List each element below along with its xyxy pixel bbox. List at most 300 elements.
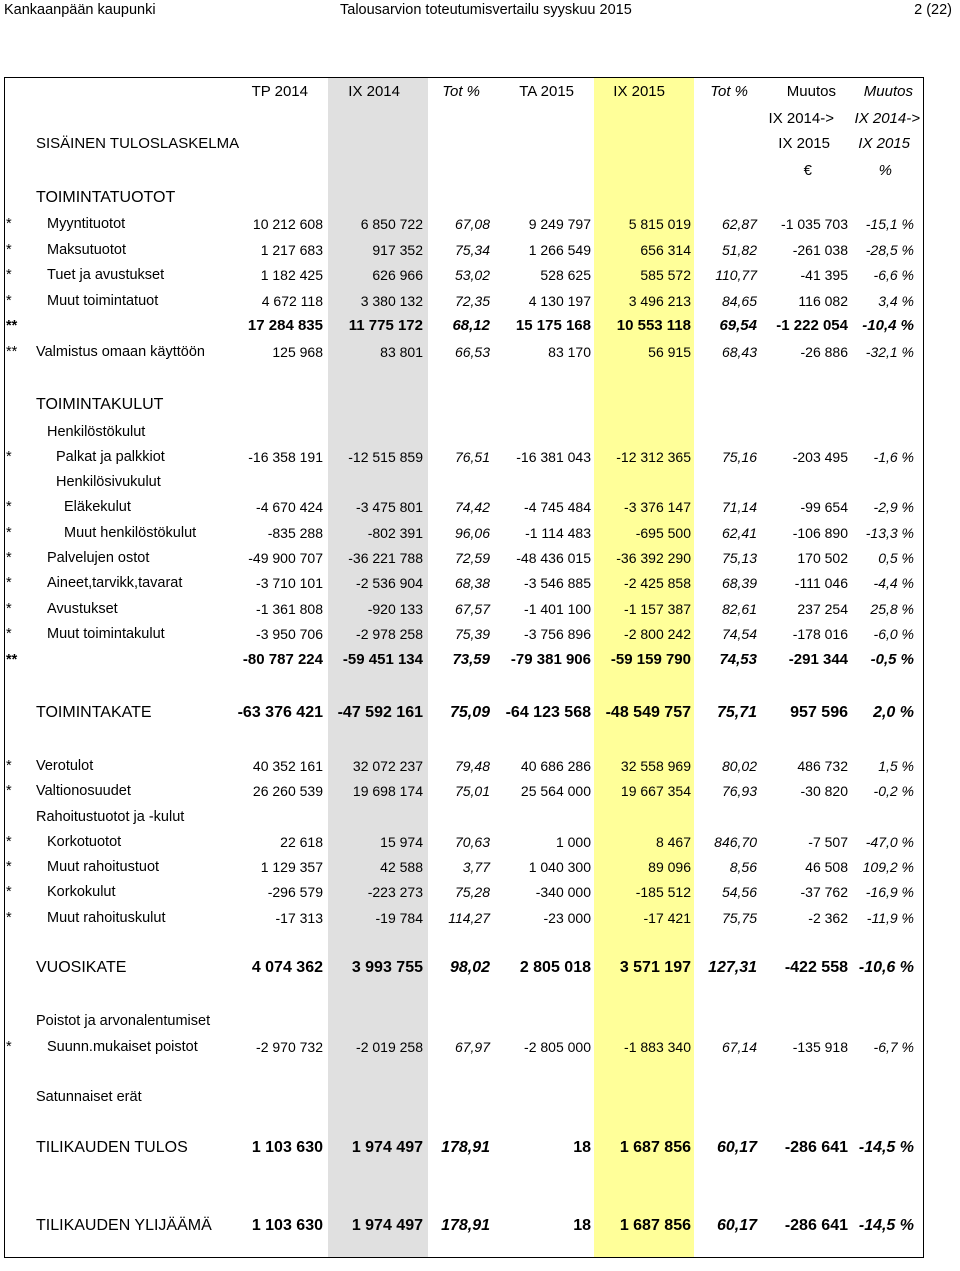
- table-row: [4, 702, 924, 724]
- table-row: [4, 1036, 924, 1058]
- cell-ix2014: -59 451 134: [342, 651, 423, 668]
- table-row: [4, 907, 924, 929]
- cell-ix2014: 11 775 172: [348, 317, 423, 334]
- table-row: [4, 1215, 924, 1237]
- cell-change-pct: -10,6 %: [858, 959, 914, 976]
- cell-tot-pct-2015: 75,16: [721, 449, 757, 465]
- cell-ta2015: 25 564 000: [520, 783, 591, 799]
- cell-ix2014: 1 974 497: [351, 1139, 423, 1156]
- table-row: [4, 856, 924, 878]
- cell-ix2015: -2 425 858: [624, 575, 691, 591]
- table-row: [4, 1010, 924, 1032]
- cell-tot-pct-2015: 110,77: [715, 267, 757, 283]
- cell-tp2014: -1 361 808: [256, 601, 323, 617]
- cell-tot-pct-2014: 67,97: [454, 1039, 490, 1055]
- cell-change-pct: 0,5 %: [878, 550, 914, 566]
- cell-change-eur: -286 641: [784, 1217, 848, 1234]
- row-label: Poistot ja arvonalentumiset: [36, 1013, 211, 1029]
- row-marker: **: [6, 318, 18, 334]
- cell-change-pct: -14,5 %: [858, 1139, 914, 1156]
- cell-tp2014: -17 313: [275, 910, 323, 926]
- cell-ix2015: -48 549 757: [605, 704, 691, 721]
- cell-tp2014: 1 217 683: [260, 242, 323, 258]
- cell-tot-pct-2014: 75,39: [454, 626, 490, 642]
- row-label: Valmistus omaan käyttöön: [36, 344, 205, 360]
- cell-tot-pct-2015: 68,39: [721, 575, 757, 591]
- col-muutos-pct-1: Muutos: [863, 83, 913, 100]
- row-label: Korkotuotot: [47, 834, 122, 850]
- cell-tp2014: 26 260 539: [252, 783, 323, 799]
- cell-tp2014: -4 670 424: [256, 499, 323, 515]
- cell-tot-pct-2015: 75,13: [721, 550, 757, 566]
- cell-ix2014: 3 380 132: [360, 293, 423, 309]
- table-row: [4, 264, 924, 286]
- cell-ix2014: -2 019 258: [356, 1039, 423, 1055]
- cell-ix2014: -223 273: [367, 884, 423, 900]
- cell-tp2014: 10 212 608: [252, 216, 323, 232]
- cell-change-eur: -422 558: [784, 959, 848, 976]
- row-label: Henkilösivukulut: [56, 474, 161, 490]
- cell-ix2015: 3 571 197: [619, 959, 691, 976]
- cell-tot-pct-2015: 74,53: [719, 651, 757, 668]
- cell-change-eur: -26 886: [800, 344, 848, 360]
- table-row: [4, 213, 924, 235]
- cell-tot-pct-2014: 68,38: [454, 575, 490, 591]
- cell-ix2014: -920 133: [367, 601, 423, 617]
- cell-ta2015: 9 249 797: [528, 216, 591, 232]
- cell-tot-pct-2015: 74,54: [721, 626, 757, 642]
- table-row: [4, 315, 924, 337]
- cell-ix2014: 83 801: [380, 344, 423, 360]
- table-row: [4, 290, 924, 312]
- col-muutos-pct-unit: %: [878, 162, 892, 179]
- row-label: Myyntituotot: [47, 216, 126, 232]
- cell-tp2014: 1 103 630: [251, 1139, 323, 1156]
- table-row: [4, 1086, 924, 1108]
- table-row: [4, 806, 924, 828]
- cell-change-pct: 109,2 %: [862, 859, 914, 875]
- row-label: Rahoitustuotot ja -kulut: [36, 809, 185, 825]
- cell-tp2014: 17 284 835: [247, 317, 323, 334]
- cell-change-pct: 3,4 %: [878, 293, 914, 309]
- row-label: TILIKAUDEN YLIJÄÄMÄ: [36, 1217, 212, 1234]
- cell-ix2015: -59 159 790: [610, 651, 691, 668]
- row-label: Palvelujen ostot: [47, 550, 150, 566]
- cell-tot-pct-2015: 71,14: [721, 499, 757, 515]
- row-label: Satunnaiset erät: [36, 1089, 142, 1105]
- table-row: [4, 341, 924, 363]
- cell-ix2015: 19 667 354: [620, 783, 691, 799]
- cell-change-eur: -178 016: [792, 626, 848, 642]
- cell-ix2015: -185 512: [635, 884, 691, 900]
- cell-ix2014: 626 966: [372, 267, 423, 283]
- cell-tp2014: 125 968: [272, 344, 323, 360]
- row-label: Maksutuotot: [47, 242, 126, 258]
- table-row: [4, 547, 924, 569]
- cell-ix2015: -3 376 147: [624, 499, 691, 515]
- row-marker: *: [6, 267, 12, 283]
- cell-tot-pct-2014: 74,42: [454, 499, 490, 515]
- row-marker: *: [6, 525, 12, 541]
- cell-change-eur: -291 344: [788, 651, 848, 668]
- cell-tot-pct-2015: 54,56: [721, 884, 757, 900]
- cell-ix2015: -36 392 290: [616, 550, 691, 566]
- cell-tot-pct-2014: 72,59: [454, 550, 490, 566]
- row-marker: *: [6, 884, 12, 900]
- cell-ta2015: 4 130 197: [528, 293, 591, 309]
- row-marker: *: [6, 216, 12, 232]
- cell-change-pct: -13,3 %: [865, 525, 914, 541]
- cell-change-pct: -14,5 %: [858, 1217, 914, 1234]
- cell-change-pct: 25,8 %: [870, 601, 914, 617]
- cell-change-eur: -41 395: [800, 267, 848, 283]
- cell-tp2014: -3 710 101: [256, 575, 323, 591]
- cell-ta2015: -23 000: [543, 910, 591, 926]
- cell-tot-pct-2015: 60,17: [716, 1139, 757, 1156]
- cell-change-pct: 2,0 %: [873, 704, 914, 721]
- cell-change-eur: -7 507: [808, 834, 848, 850]
- cell-tp2014: -835 288: [267, 525, 323, 541]
- cell-change-eur: -99 654: [800, 499, 848, 515]
- cell-tot-pct-2014: 3,77: [462, 859, 490, 875]
- cell-tot-pct-2015: 62,87: [721, 216, 757, 232]
- cell-ix2014: -802 391: [367, 525, 423, 541]
- table-row: [4, 831, 924, 853]
- table-row: [4, 239, 924, 261]
- cell-change-eur: 237 254: [797, 601, 848, 617]
- cell-ix2015: 656 314: [640, 242, 691, 258]
- cell-tot-pct-2015: 69,54: [719, 317, 757, 334]
- organization-name: Kankaanpään kaupunki: [4, 2, 156, 18]
- cell-change-pct: -1,6 %: [873, 449, 914, 465]
- row-marker: **: [6, 344, 18, 360]
- cell-change-pct: -15,1 %: [865, 216, 914, 232]
- cell-change-pct: -4,4 %: [873, 575, 914, 591]
- row-marker: *: [6, 758, 12, 774]
- cell-change-pct: -32,1 %: [865, 344, 914, 360]
- row-label: Korkokulut: [47, 884, 116, 900]
- cell-change-eur: -261 038: [792, 242, 848, 258]
- row-label: Henkilöstökulut: [47, 424, 146, 440]
- row-label: TOIMINTATUOTOT: [36, 189, 176, 206]
- cell-tot-pct-2014: 114,27: [448, 910, 490, 926]
- cell-ix2014: 917 352: [372, 242, 423, 258]
- cell-tot-pct-2014: 73,59: [452, 651, 490, 668]
- col-tot-2014: Tot %: [442, 83, 480, 100]
- col-muutos-eur-2: IX 2014->: [768, 110, 834, 127]
- table-row: [4, 649, 924, 671]
- cell-ix2014: -36 221 788: [348, 550, 423, 566]
- cell-ix2015: 585 572: [640, 267, 691, 283]
- col-muutos-eur-1: Muutos: [786, 83, 836, 100]
- table-row: [4, 572, 924, 594]
- cell-tp2014: 1 182 425: [260, 267, 323, 283]
- cell-tp2014: -2 970 732: [256, 1039, 323, 1055]
- cell-ta2015: -48 436 015: [516, 550, 591, 566]
- cell-tp2014: -63 376 421: [237, 704, 323, 721]
- cell-change-pct: -6,7 %: [873, 1039, 914, 1055]
- col-muutos-pct-2: IX 2014->: [854, 110, 920, 127]
- table-row: [4, 522, 924, 544]
- cell-change-pct: -6,0 %: [873, 626, 914, 642]
- cell-ix2015: -695 500: [635, 525, 691, 541]
- cell-ix2015: 89 096: [648, 859, 691, 875]
- table-row: [4, 471, 924, 493]
- cell-tot-pct-2014: 75,09: [449, 704, 490, 721]
- cell-tp2014: 4 672 118: [261, 293, 323, 309]
- col-muutos-eur-3: IX 2015: [778, 135, 830, 152]
- row-label: TOIMINTAKATE: [36, 704, 152, 721]
- cell-change-eur: -111 046: [794, 575, 848, 591]
- cell-ix2015: 5 815 019: [628, 216, 691, 232]
- table-row: [4, 780, 924, 802]
- cell-ix2015: -12 312 365: [616, 449, 691, 465]
- cell-tp2014: 22 618: [280, 834, 323, 850]
- cell-ta2015: 1 266 549: [528, 242, 591, 258]
- cell-tot-pct-2014: 178,91: [441, 1217, 490, 1234]
- row-label: TILIKAUDEN TULOS: [36, 1139, 188, 1156]
- cell-tp2014: 4 074 362: [251, 959, 323, 976]
- cell-ta2015: 15 175 168: [515, 317, 591, 334]
- cell-change-pct: -0,5 %: [870, 651, 914, 668]
- cell-ix2015: -1 883 340: [624, 1039, 691, 1055]
- cell-tot-pct-2015: 67,14: [721, 1039, 757, 1055]
- cell-tot-pct-2015: 51,82: [721, 242, 757, 258]
- page-number: 2 (22): [914, 2, 952, 18]
- cell-tot-pct-2014: 66,53: [454, 344, 490, 360]
- table-row: [4, 446, 924, 468]
- document-title: Talousarvion toteutumisvertailu syyskuu 2015: [340, 2, 632, 18]
- cell-ix2015: -2 800 242: [624, 626, 691, 642]
- cell-ix2014: 32 072 237: [352, 758, 423, 774]
- cell-ta2015: 18: [573, 1217, 591, 1234]
- cell-ta2015: -64 123 568: [505, 704, 591, 721]
- cell-ix2014: -47 592 161: [337, 704, 423, 721]
- cell-ix2015: 3 496 213: [628, 293, 691, 309]
- cell-ix2015: 1 687 856: [619, 1139, 691, 1156]
- cell-tot-pct-2014: 79,48: [454, 758, 490, 774]
- cell-ix2015: 1 687 856: [619, 1217, 691, 1234]
- cell-tot-pct-2014: 68,12: [452, 317, 490, 334]
- row-label: Muut toimintatuot: [47, 293, 159, 309]
- cell-tot-pct-2014: 98,02: [449, 959, 490, 976]
- cell-ix2015: 56 915: [648, 344, 691, 360]
- row-marker: *: [6, 834, 12, 850]
- cell-tot-pct-2015: 75,75: [721, 910, 757, 926]
- cell-ta2015: -2 805 000: [524, 1039, 591, 1055]
- cell-change-eur: -203 495: [792, 449, 848, 465]
- cell-ta2015: -3 546 885: [524, 575, 591, 591]
- cell-tot-pct-2015: 76,93: [721, 783, 757, 799]
- row-marker: *: [6, 575, 12, 591]
- cell-ix2015: 8 467: [655, 834, 691, 850]
- table-title: SISÄINEN TULOSLASKELMA: [36, 135, 240, 152]
- cell-ix2014: -3 475 801: [356, 499, 423, 515]
- table-row: [4, 496, 924, 518]
- cell-ta2015: -340 000: [535, 884, 591, 900]
- cell-tot-pct-2014: 178,91: [441, 1139, 490, 1156]
- row-label: Suunn.mukaiset poistot: [47, 1039, 198, 1055]
- cell-change-eur: -106 890: [792, 525, 848, 541]
- cell-tp2014: -16 358 191: [248, 449, 323, 465]
- cell-tot-pct-2014: 67,57: [454, 601, 490, 617]
- cell-tot-pct-2014: 53,02: [454, 267, 490, 283]
- row-marker: *: [6, 449, 12, 465]
- cell-ta2015: -4 745 484: [524, 499, 591, 515]
- row-marker: *: [6, 626, 12, 642]
- cell-change-eur: -135 918: [792, 1039, 848, 1055]
- cell-tot-pct-2015: 8,56: [729, 859, 757, 875]
- cell-change-eur: -1 222 054: [776, 317, 848, 334]
- row-marker: **: [6, 652, 18, 668]
- table-row: [4, 394, 924, 416]
- table-row: [4, 957, 924, 979]
- cell-ix2014: 19 698 174: [352, 783, 423, 799]
- row-label: Eläkekulut: [64, 499, 131, 515]
- row-label: Muut henkilöstökulut: [64, 525, 197, 541]
- cell-tp2014: 1 103 630: [251, 1217, 323, 1234]
- col-ix2015: IX 2015: [613, 83, 665, 100]
- cell-tot-pct-2015: 62,41: [721, 525, 757, 541]
- cell-tot-pct-2015: 80,02: [721, 758, 757, 774]
- cell-tot-pct-2015: 127,31: [708, 959, 757, 976]
- row-marker: *: [6, 783, 12, 799]
- cell-change-pct: -47,0 %: [865, 834, 914, 850]
- row-marker: *: [6, 1039, 12, 1055]
- cell-ta2015: 2 805 018: [519, 959, 591, 976]
- row-marker: *: [6, 601, 12, 617]
- cell-change-pct: -11,9 %: [866, 910, 914, 926]
- row-marker: *: [6, 499, 12, 515]
- cell-ix2014: 1 974 497: [351, 1217, 423, 1234]
- cell-tot-pct-2014: 75,28: [454, 884, 490, 900]
- cell-ix2014: 6 850 722: [360, 216, 423, 232]
- cell-ta2015: 1 000: [555, 834, 591, 850]
- col-tp2014: TP 2014: [251, 83, 308, 100]
- cell-tot-pct-2015: 84,65: [721, 293, 757, 309]
- cell-tot-pct-2014: 75,34: [454, 242, 490, 258]
- cell-tot-pct-2015: 68,43: [721, 344, 757, 360]
- cell-ta2015: 1 040 300: [528, 859, 591, 875]
- cell-change-eur: 116 082: [798, 293, 848, 309]
- cell-change-pct: -16,9 %: [865, 884, 914, 900]
- cell-ta2015: 83 170: [548, 344, 591, 360]
- cell-ix2014: -2 978 258: [356, 626, 423, 642]
- cell-tp2014: -296 579: [267, 884, 323, 900]
- cell-ta2015: -1 114 483: [525, 525, 591, 541]
- col-tot-2015: Tot %: [710, 83, 748, 100]
- cell-change-pct: -10,4 %: [862, 317, 914, 334]
- cell-tp2014: -3 950 706: [256, 626, 323, 642]
- row-label: Muut rahoituskulut: [47, 910, 166, 926]
- row-label: Verotulot: [36, 758, 94, 774]
- table-row: [4, 881, 924, 903]
- row-marker: *: [6, 242, 12, 258]
- cell-ix2014: 15 974: [380, 834, 423, 850]
- cell-change-eur: -30 820: [800, 783, 848, 799]
- row-label: Muut toimintakulut: [47, 626, 165, 642]
- cell-change-eur: -1 035 703: [781, 216, 848, 232]
- cell-change-eur: -286 641: [784, 1139, 848, 1156]
- cell-change-pct: -2,9 %: [873, 499, 914, 515]
- cell-change-eur: -37 762: [800, 884, 848, 900]
- cell-change-eur: -2 362: [808, 910, 848, 926]
- cell-change-eur: 957 596: [790, 704, 848, 721]
- row-label: Avustukset: [47, 601, 118, 617]
- cell-tp2014: -49 900 707: [248, 550, 323, 566]
- cell-tot-pct-2014: 72,35: [454, 293, 490, 309]
- table-row: [4, 1137, 924, 1159]
- cell-tot-pct-2014: 76,51: [454, 449, 490, 465]
- cell-change-eur: 486 732: [797, 758, 848, 774]
- cell-ta2015: -16 381 043: [516, 449, 591, 465]
- cell-ix2015: 32 558 969: [620, 758, 691, 774]
- table-row: [4, 623, 924, 645]
- cell-ix2014: -12 515 859: [348, 449, 423, 465]
- col-muutos-pct-3: IX 2015: [858, 135, 910, 152]
- cell-ix2015: -1 157 387: [624, 601, 691, 617]
- table-row: [4, 187, 924, 209]
- row-label: Muut rahoitustuot: [47, 859, 160, 875]
- cell-ix2014: 3 993 755: [351, 959, 423, 976]
- row-marker: *: [6, 910, 12, 926]
- row-label: Valtionosuudet: [36, 783, 131, 799]
- col-muutos-eur-unit: €: [803, 162, 812, 179]
- cell-change-eur: 170 502: [797, 550, 848, 566]
- cell-change-eur: 46 508: [805, 859, 848, 875]
- cell-ix2015: 10 553 118: [616, 317, 691, 334]
- row-marker: *: [6, 550, 12, 566]
- cell-tot-pct-2015: 75,71: [716, 704, 757, 721]
- cell-ix2014: -19 784: [375, 910, 423, 926]
- cell-ta2015: -79 381 906: [510, 651, 591, 668]
- table-row: [4, 755, 924, 777]
- cell-tp2014: 40 352 161: [252, 758, 323, 774]
- cell-tot-pct-2014: 67,08: [454, 216, 490, 232]
- cell-tp2014: -80 787 224: [242, 651, 323, 668]
- cell-ta2015: -1 401 100: [524, 601, 591, 617]
- cell-ta2015: 40 686 286: [520, 758, 591, 774]
- row-label: VUOSIKATE: [36, 959, 127, 976]
- cell-ix2014: 42 588: [380, 859, 423, 875]
- cell-tot-pct-2015: 60,17: [716, 1217, 757, 1234]
- cell-tot-pct-2014: 96,06: [454, 525, 490, 541]
- row-label: TOIMINTAKULUT: [36, 396, 164, 413]
- cell-ix2014: -2 536 904: [356, 575, 423, 591]
- table-row: [4, 598, 924, 620]
- row-marker: *: [6, 859, 12, 875]
- cell-change-pct: -6,6 %: [873, 267, 914, 283]
- cell-ta2015: 528 625: [540, 267, 591, 283]
- cell-tot-pct-2014: 75,01: [454, 783, 490, 799]
- row-marker: *: [6, 293, 12, 309]
- row-label: Tuet ja avustukset: [47, 267, 165, 283]
- table-row: [4, 421, 924, 443]
- cell-change-pct: 1,5 %: [878, 758, 914, 774]
- cell-change-pct: -0,2 %: [873, 783, 914, 799]
- cell-ta2015: 18: [573, 1139, 591, 1156]
- cell-ix2015: -17 421: [643, 910, 691, 926]
- cell-tot-pct-2015: 846,70: [714, 834, 757, 850]
- cell-tot-pct-2014: 70,63: [454, 834, 490, 850]
- row-label: Palkat ja palkkiot: [56, 449, 165, 465]
- cell-change-pct: -28,5 %: [865, 242, 914, 258]
- row-label: Aineet,tarvikk,tavarat: [47, 575, 183, 591]
- col-ta2015: TA 2015: [519, 83, 574, 100]
- cell-tot-pct-2015: 82,61: [721, 601, 757, 617]
- cell-tp2014: 1 129 357: [260, 859, 323, 875]
- col-ix2014: IX 2014: [348, 83, 400, 100]
